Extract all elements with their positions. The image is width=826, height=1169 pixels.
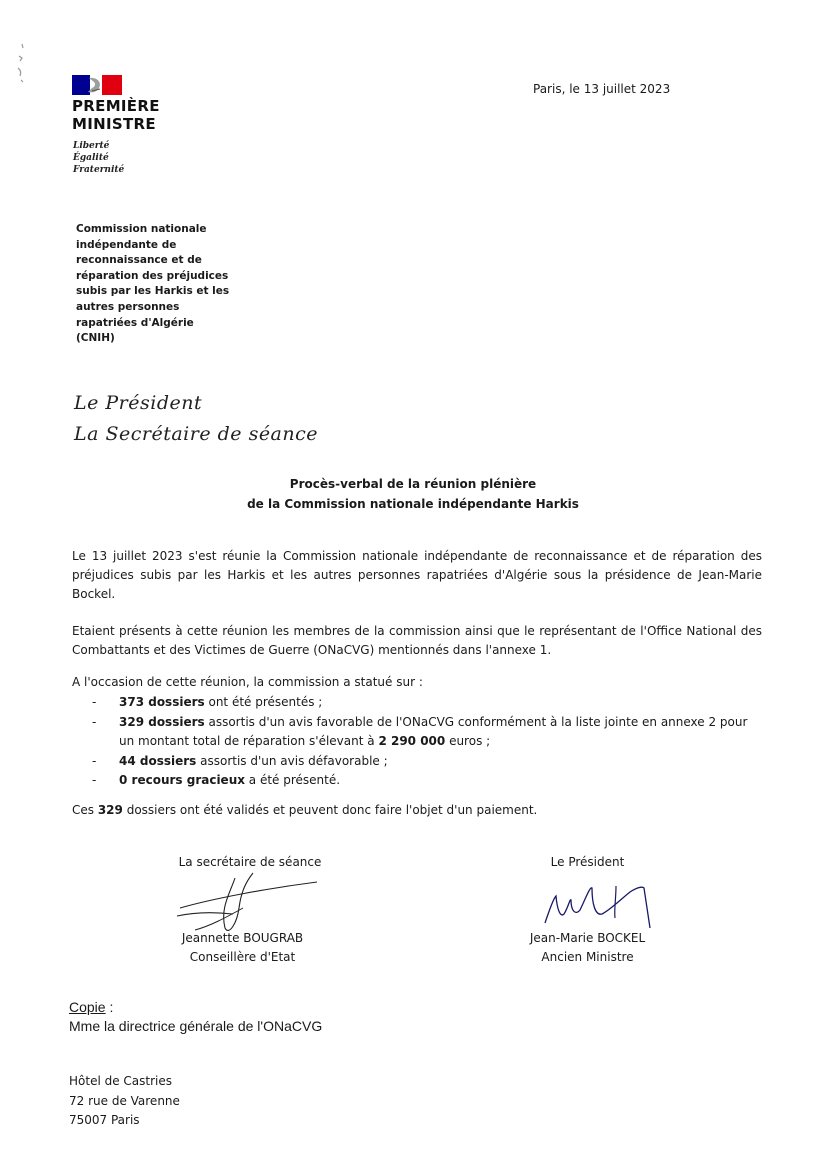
marianne-logo-icon xyxy=(72,75,122,95)
paragraph-decisions-intro: A l'occasion de cette réunion, la commission a statué sur : xyxy=(72,675,423,689)
institution-line2: MINISTRE xyxy=(72,115,156,133)
addressee-president: Le Président xyxy=(74,392,203,414)
signer-details-president xyxy=(500,929,675,967)
item-count: 329 dossiers xyxy=(119,714,205,729)
decisions-list xyxy=(92,693,762,791)
signature-president-icon xyxy=(540,878,685,933)
item-count: 0 recours gracieux xyxy=(119,773,245,787)
republic-motto xyxy=(73,140,124,176)
title-line1: Procès-verbal de la réunion plénière xyxy=(289,477,537,491)
copy-section xyxy=(69,998,322,1036)
item-amount: 2 290 000 xyxy=(378,734,446,748)
address-line: Hôtel de Castries xyxy=(69,1074,173,1088)
title-line2: de la Commission nationale indépendante Harkis xyxy=(247,497,579,511)
item-text-end: euros ; xyxy=(445,734,491,748)
conclusion-count: 329 xyxy=(97,803,123,817)
copy-heading xyxy=(69,998,322,1017)
signer-name: Jean-Marie BOCKEL xyxy=(529,931,646,945)
signer-role: La secrétaire de séance xyxy=(178,855,322,869)
item-text: ont été présentés ; xyxy=(204,695,323,709)
item-text: assortis d'un avis défavorable ; xyxy=(196,753,388,768)
conclusion-post: dossiers ont été validés et peuvent donc faire l'objet d'un paiement. xyxy=(122,803,538,817)
address-line: 75007 Paris xyxy=(69,1113,140,1127)
list-item: - 329 dossiers assortis d'un avis favorable de l'ONaCVG conformément à la liste jointe en annexe 2 pour un montant total de réparation s'élevant à 2 290 000 euros ; xyxy=(92,714,748,748)
paragraph-conclusion xyxy=(72,801,762,820)
motto-egalite: Égalité xyxy=(73,153,109,163)
conclusion-pre: Ces xyxy=(72,803,98,817)
signer-role: Le Président xyxy=(550,855,625,869)
issuing-entity: Commission nationale indépendante de reconnaissance et de réparation des préjudices subis par les Harkis et les autres personnes rapatriées d'Algérie (CNIH) xyxy=(76,223,230,345)
item-count: 44 dossiers xyxy=(119,753,197,768)
motto-fraternite: Fraternité xyxy=(73,165,125,175)
signer-details-secretary xyxy=(150,929,335,967)
item-text: assortis d'un avis favorable de l'ONaCVG conformément à la liste jointe en annexe 2 pour un montant total de réparation s'élevant à xyxy=(119,714,748,748)
institution-line1: PREMIÈRE xyxy=(72,97,160,115)
item-text: a été présenté. xyxy=(244,773,341,787)
addressee-secretary: La Secrétaire de séance xyxy=(74,423,319,445)
address-block xyxy=(69,1072,180,1131)
motto-liberte: Liberté xyxy=(73,141,110,151)
signature-block-president xyxy=(500,853,675,872)
copy-recipient: Mme la directrice générale de l'ONaCVG xyxy=(69,1018,323,1034)
document-title xyxy=(0,474,826,514)
paragraph-attendees: Etaient présents à cette réunion les membres de la commission ainsi que le représentant de l'Office National des Combattants et des Victimes de Guerre (ONaCVG) mentionnés dans l'annexe 1. xyxy=(72,624,762,657)
document-date: Paris, le 13 juillet 2023 xyxy=(533,82,671,96)
list-item: - 0 recours gracieux a été présenté. xyxy=(92,773,341,787)
copy-label: Copie xyxy=(69,999,106,1015)
address-line: 72 rue de Varenne xyxy=(69,1093,180,1108)
scan-margin-mark xyxy=(10,42,30,92)
paragraph-intro: Le 13 juillet 2023 s'est réunie la Commission nationale indépendante de reconnaissance et de réparation des préjudices subis par les Harkis et les autres personnes rapatriées d'Algérie sous la présidence de Jean-Marie Bockel. xyxy=(72,549,762,601)
signer-title: Ancien Ministre xyxy=(541,950,634,964)
signer-title: Conseillère d'Etat xyxy=(189,950,296,964)
signer-name: Jeannette BOUGRAB xyxy=(181,931,304,945)
copy-label-suffix: : xyxy=(105,999,114,1015)
list-item: - 44 dossiers assortis d'un avis défavorable ; xyxy=(92,753,388,768)
institution-name xyxy=(72,97,160,133)
item-count: 373 dossiers xyxy=(119,695,205,709)
signature-secretary-icon xyxy=(175,868,325,938)
list-item: - 373 dossiers ont été présentés ; xyxy=(92,695,323,709)
